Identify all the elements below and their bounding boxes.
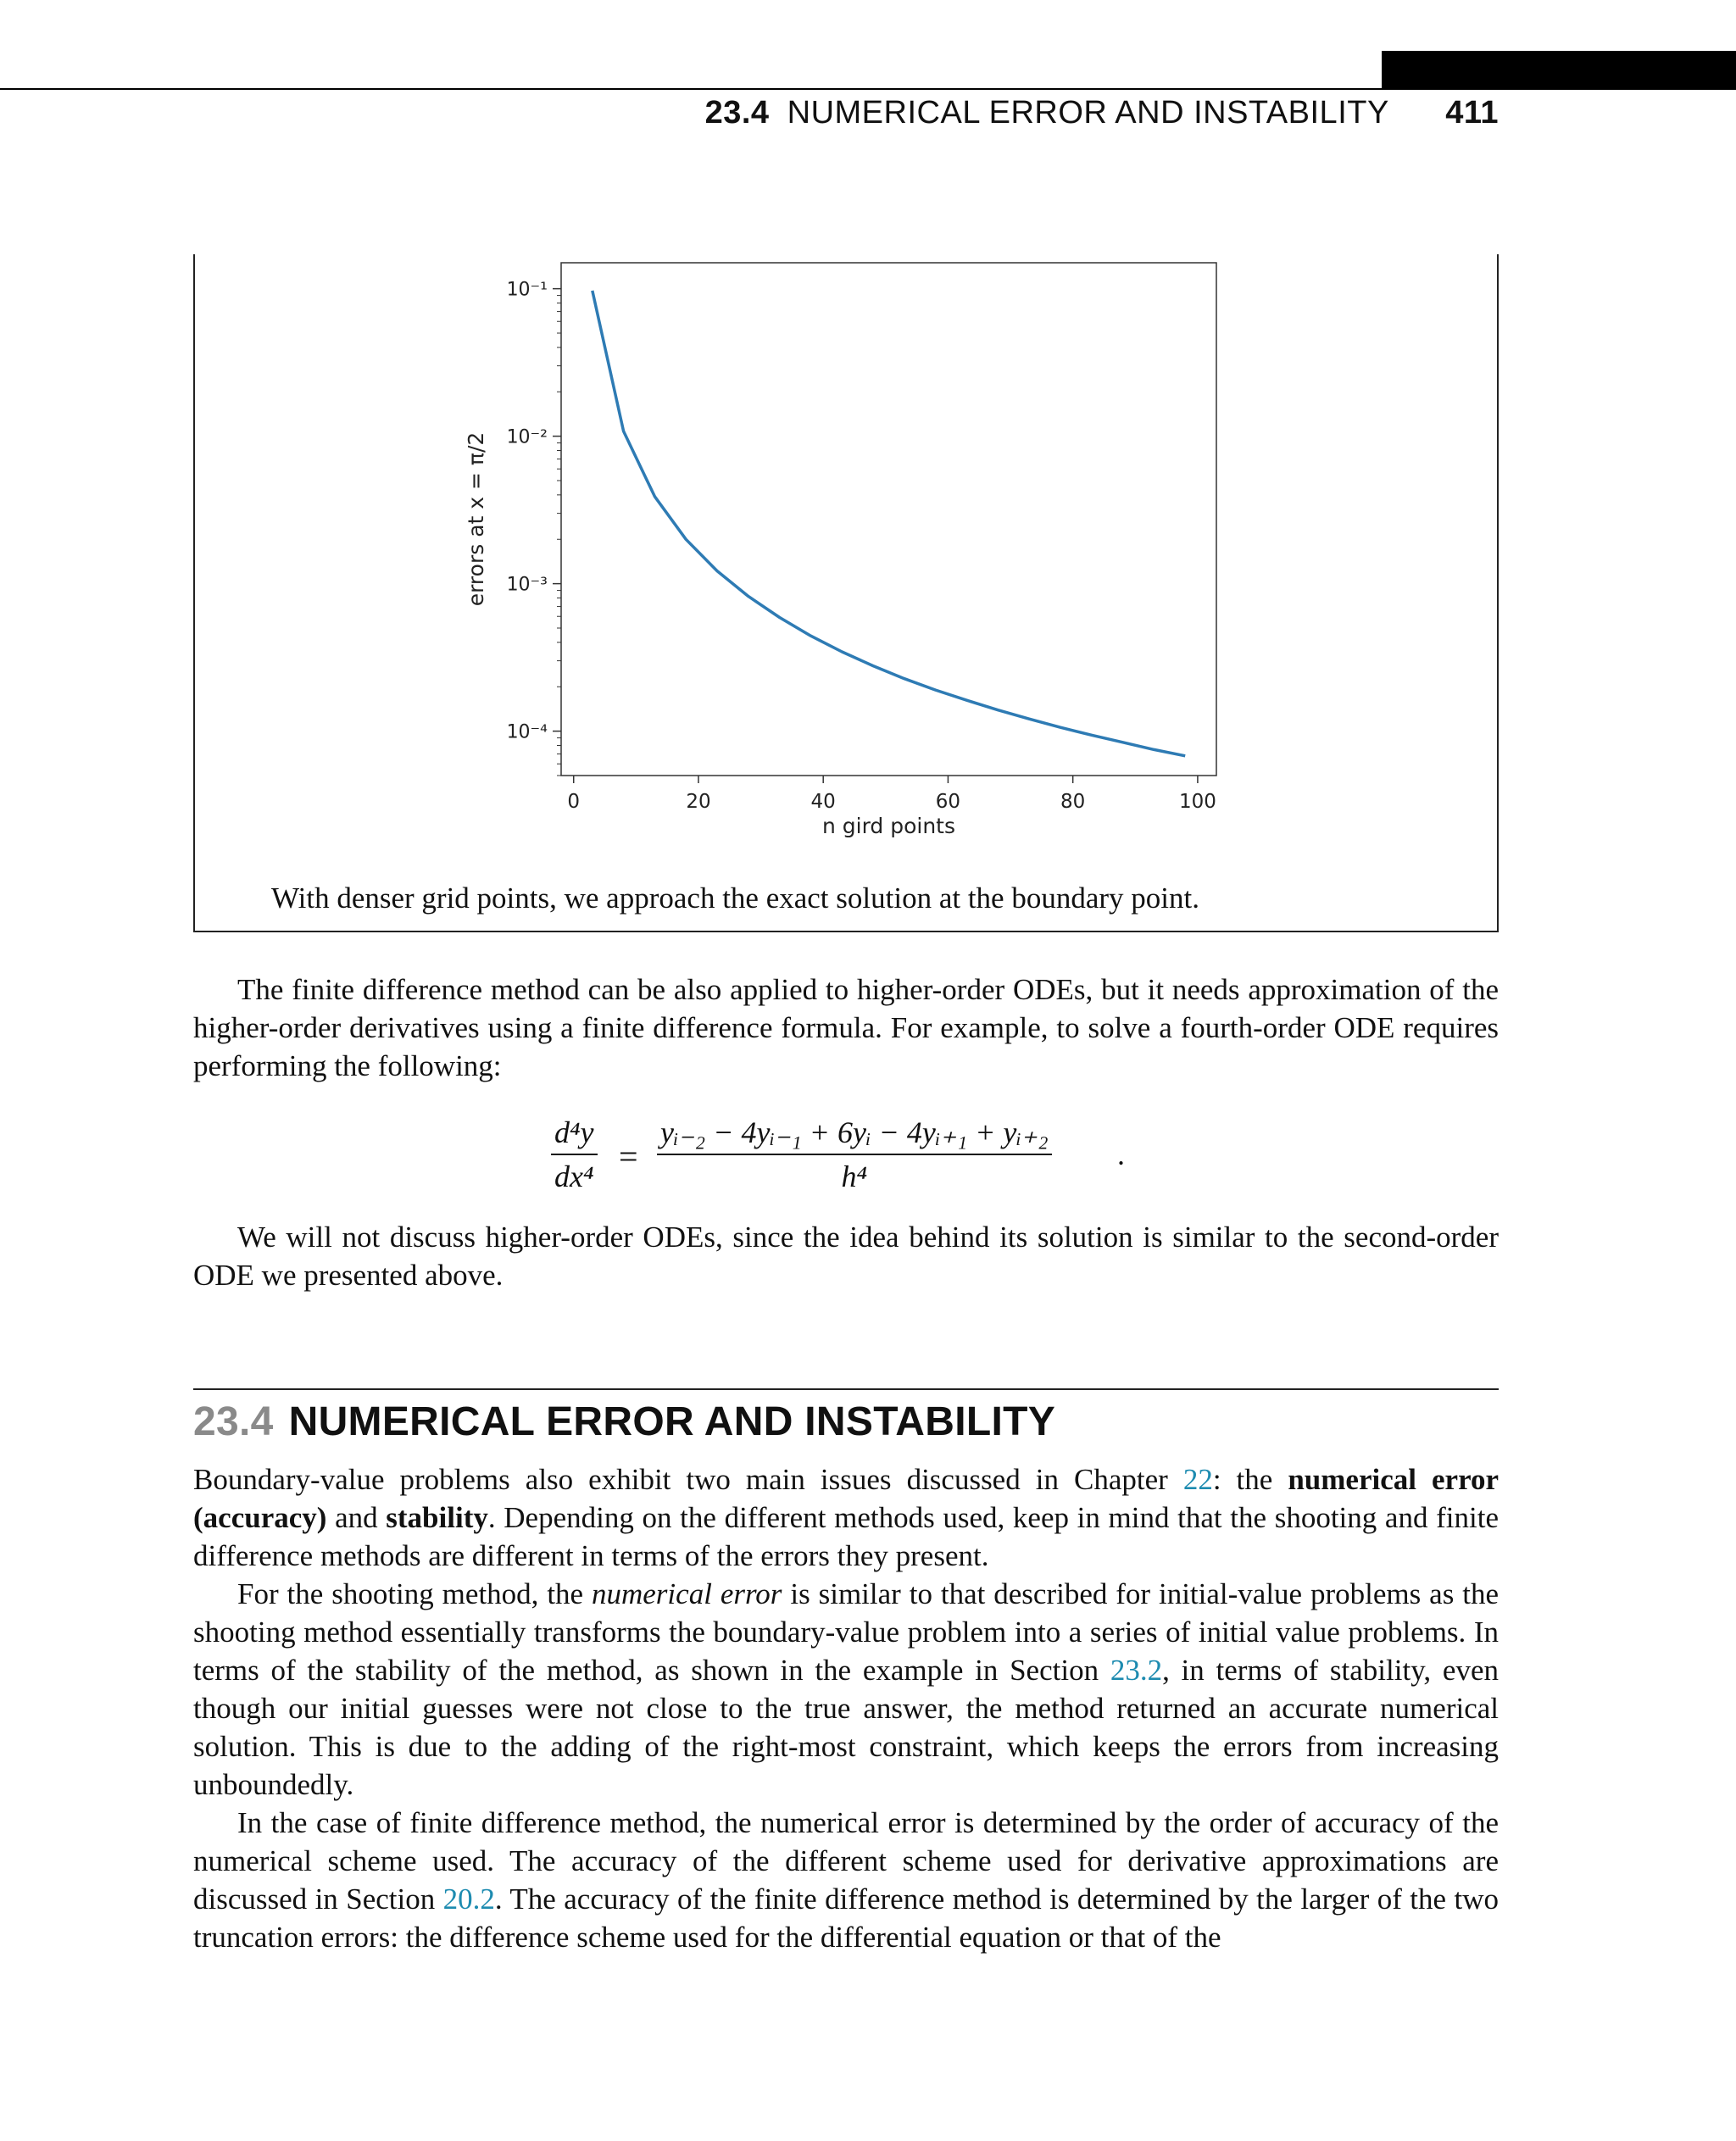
error-chart (195, 254, 1500, 873)
y-axis-label: errors at x = π/2 (464, 431, 488, 607)
equation-lhs-denominator: dx⁴ (554, 1159, 594, 1193)
plot-frame (561, 263, 1216, 776)
equation-rhs-denominator: h⁴ (841, 1159, 868, 1193)
x-tick-label: 40 (810, 791, 836, 813)
x-tick-label: 0 (567, 791, 581, 813)
x-tick-label: 60 (935, 791, 961, 813)
running-head-section-number: 23.4 (704, 95, 770, 131)
running-head-title: NUMERICAL ERROR AND INSTABILITY (787, 95, 1389, 131)
running-head (705, 95, 1499, 131)
fourth-order-equation (551, 1115, 1229, 1199)
series-line-error (593, 291, 1185, 756)
section-23-2-link[interactable]: 23.2 (1110, 1654, 1163, 1687)
figure-caption: With denser grid points, we approach the exact solution at the boundary point. (271, 881, 1199, 915)
text-run: . Depending on the different methods used, keep in mind that the shooting and finite difference methods are different in terms of the errors they present. (193, 1501, 1499, 1572)
chapter-22-link[interactable]: 22 (1182, 1463, 1213, 1496)
bold-numerical-error: numerical error (accuracy) (193, 1463, 1500, 1534)
text-run: Boundary-value problems also exhibit two main issues discussed in Chapter (193, 1463, 1183, 1496)
equation-lhs-numerator: d⁴y (551, 1115, 598, 1155)
equation-lhs (551, 1115, 598, 1194)
text-run: : the (1212, 1463, 1288, 1496)
equation-equals: = (619, 1137, 638, 1176)
section-paragraph-2 (193, 1575, 1499, 1804)
paragraph-higher-order: The finite difference method can be also applied to higher-order ODEs, but it needs approximation of the higher-order derivatives using a finite difference formula. For example, to solve a fourth-order ODE requires performing the following: (193, 973, 1499, 1082)
section-title: NUMERICAL ERROR AND INSTABILITY (288, 1399, 1056, 1444)
italic-numerical-error: numerical error (592, 1577, 782, 1610)
section-20-2-link[interactable]: 20.2 (442, 1882, 495, 1916)
text-run: , in terms of stability, even though our initial guesses were not close to the true answer, the method returned an accurate numerical solution. This is due to the adding of the right-most constraint, which keeps the errors from increasing unboundedly. (193, 1654, 1499, 1801)
header-black-bar (1382, 51, 1736, 90)
x-tick-label: 100 (1178, 791, 1216, 813)
text-run: . The accuracy of the finite difference method is determined by the larger of the two truncation errors: the difference scheme used for the differential equation or that of the (193, 1882, 1499, 1954)
y-tick-label: 10⁻¹ (506, 279, 548, 301)
section-number: 23.4 (193, 1399, 274, 1444)
bold-stability: stability (386, 1501, 488, 1534)
x-tick-label: 80 (1060, 791, 1086, 813)
y-tick-label: 10⁻² (506, 426, 548, 448)
equation-rhs-numerator: yᵢ₋₂ − 4yᵢ₋₁ + 6yᵢ − 4yᵢ₊₁ + yᵢ₊₂ (657, 1115, 1052, 1155)
equation-rhs (657, 1115, 1052, 1194)
text-run: For the shooting method, the (237, 1577, 592, 1610)
x-tick-label: 20 (686, 791, 711, 813)
text-run: is similar to that described for initial-value problems as the shooting method essentially transforms the boundary-value problem into a series of initial value problems. In terms of the stability of the method, as shown in the example in Section (193, 1577, 1499, 1687)
header-rule (0, 88, 1736, 90)
figure-box (193, 254, 1499, 932)
equation-period: . (1117, 1137, 1125, 1171)
section-paragraph-3 (193, 1804, 1499, 1956)
x-axis-label: n gird points (821, 814, 956, 838)
section-rule (193, 1388, 1499, 1390)
y-tick-label: 10⁻³ (506, 574, 548, 596)
text-run: In the case of finite difference method, the numerical error is determined by the order of accuracy of the numerical scheme used. The accuracy of the different scheme used for derivative approximations are discussed in Section (193, 1806, 1499, 1916)
section-heading (193, 1399, 1055, 1445)
y-tick-label: 10⁻⁴ (506, 721, 548, 743)
section-paragraph-1 (193, 1460, 1499, 1575)
text-run: and (326, 1501, 387, 1534)
page-number: 411 (1445, 95, 1499, 131)
paragraph-not-discuss: We will not discuss higher-order ODEs, since the idea behind its solution is similar to the second-order ODE we presented above. (193, 1221, 1499, 1292)
